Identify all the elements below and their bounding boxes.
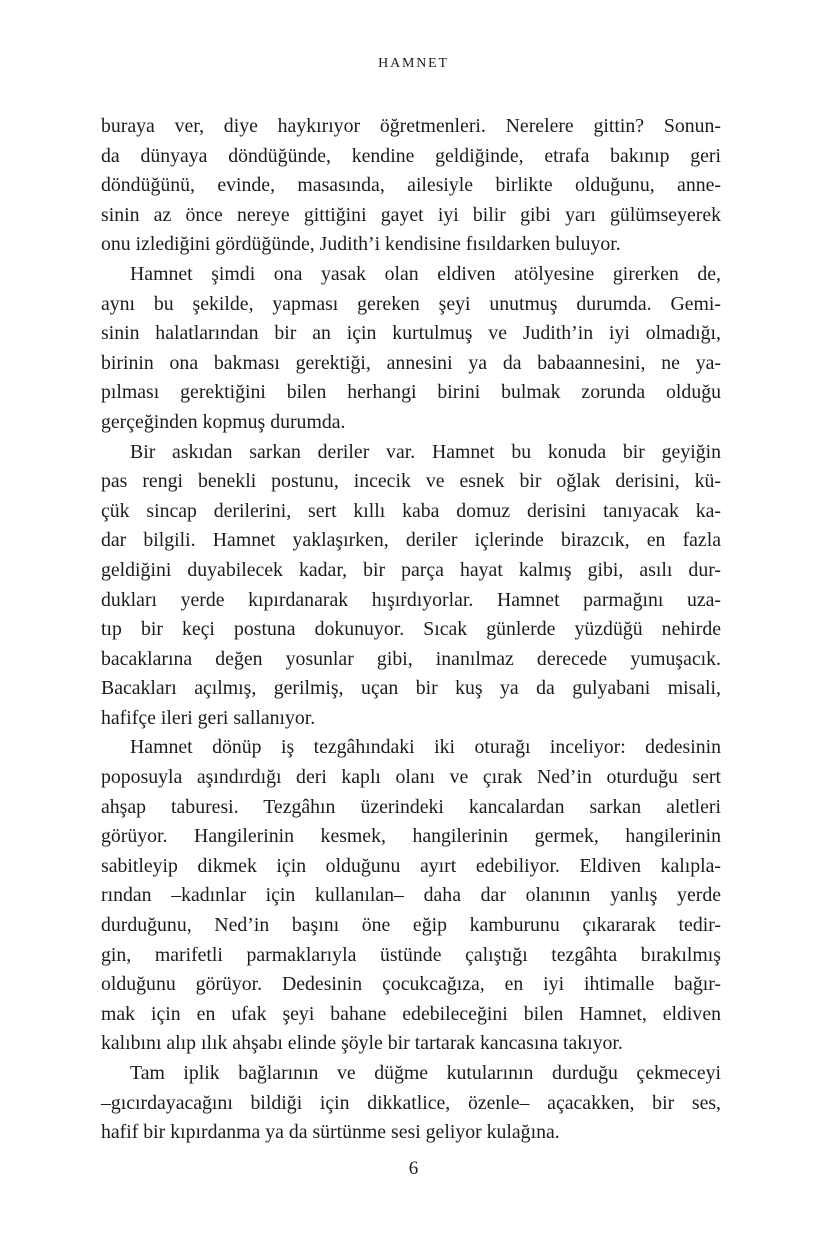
text-line: –gıcırdayacağını bildiği için dikkatlice, özenle– açacakken, bir ses, — [101, 1091, 721, 1114]
text-line: onu izlediğini gördüğünde, Judith’i kendisine fısıldarken buluyor. — [101, 233, 621, 256]
text-line: Tam iplik bağlarının ve düğme kutularının durduğu çekmeceyi — [130, 1062, 721, 1084]
paragraph — [101, 733, 721, 1059]
text-line: Bir askıdan sarkan deriler var. Hamnet bu konuda bir geyiğin — [130, 440, 721, 463]
text-line: geldiğini duyabilecek kadar, bir parça hayat kalmış gibi, asılı dur- — [101, 558, 721, 581]
text-line: dar bilgili. Hamnet yaklaşırken, deriler içlerinde birazcık, en fazla — [101, 529, 721, 552]
page-number: 6 — [408, 1158, 419, 1179]
text-line: hafifçe ileri geri sallanıyor. — [101, 706, 316, 729]
text-line: gerçeğinden kopmuş durumda. — [101, 410, 346, 433]
paragraph — [101, 438, 721, 734]
text-line: aynı bu şekilde, yapması gereken şeyi unutmuş durumda. Gemi- — [101, 292, 721, 315]
text-line: rından –kadınlar için kullanılan– daha dar olanının yanlış yerde — [101, 884, 721, 907]
paragraph — [101, 1059, 721, 1148]
text-line: sabitleyip dikmek için olduğunu ayırt edebiliyor. Eldiven kalıpla- — [101, 854, 721, 877]
text-line: birinin ona bakması gerektiği, annesini ya da babaannesini, ne ya- — [101, 351, 721, 374]
text-line: gin, marifetli parmaklarıyla üstünde çalıştığı tezgâhta bırakılmış — [101, 943, 721, 966]
body-text — [101, 112, 721, 1148]
text-line: olduğunu görüyor. Dedesinin çocukcağıza, en iyi ihtimalle bağır- — [101, 973, 721, 996]
text-line: ahşap taburesi. Tezgâhın üzerindeki kancalardan sarkan aletleri — [101, 795, 721, 818]
text-line: bacaklarına değen yosunlar gibi, inanılmaz derecede yumuşacık. — [101, 647, 721, 670]
text-line: dukları yerde kıpırdanarak hışırdıyorlar. Hamnet parmağını uza- — [101, 588, 721, 611]
text-line: durduğunu, Ned’in başını öne eğip kamburunu çıkararak tedir- — [101, 914, 721, 937]
text-line: poposuyla aşındırdığı deri kaplı olanı ve çırak Ned’in oturduğu sert — [101, 766, 721, 789]
text-line: pas rengi benekli postunu, incecik ve esnek bir oğlak derisini, kü- — [101, 470, 721, 493]
running-head: HAMNET — [378, 56, 449, 71]
text-line: Hamnet şimdi ona yasak olan eldiven atölyesine girerken de, — [130, 262, 721, 285]
text-line: da dünyaya döndüğünde, kendine geldiğinde, etrafa bakınıp geri — [101, 144, 721, 167]
text-line: tıp bir keçi postuna dokunuyor. Sıcak günlerde yüzdüğü nehirde — [101, 618, 721, 641]
paragraph — [101, 112, 721, 260]
text-line: döndüğünü, evinde, masasında, ailesiyle birlikte olduğunu, anne- — [101, 174, 721, 197]
text-line: hafif bir kıpırdanma ya da sürtünme sesi geliyor kulağına. — [101, 1121, 560, 1144]
text-line: sinin halatlarından bir an için kurtulmuş ve Judith’in iyi olmadığı, — [101, 322, 721, 345]
text-line: görüyor. Hangilerinin kesmek, hangilerinin germek, hangilerinin — [101, 825, 721, 848]
paragraph — [101, 260, 721, 438]
text-line: Bacakları açılmış, gerilmiş, uçan bir kuş ya da gulyabani misali, — [101, 677, 721, 700]
text-line: mak için en ufak şeyi bahane edebileceğini bilen Hamnet, eldiven — [101, 1002, 721, 1025]
text-line: kalıbını alıp ılık ahşabı elinde şöyle bir tartarak kancasına takıyor. — [101, 1032, 623, 1055]
text-line: Hamnet dönüp iş tezgâhındaki iki oturağı inceliyor: dedesinin — [130, 736, 721, 759]
text-line: pılması gerektiğini bilen herhangi birini bulmak zorunda olduğu — [101, 381, 721, 404]
text-line: buraya ver, diye haykırıyor öğretmenleri. Nerelere gittin? Sonun- — [101, 115, 721, 137]
text-line: çük sincap derilerini, sert kıllı kaba domuz derisini tanıyacak ka- — [101, 499, 721, 522]
text-line: sinin az önce nereye gittiğini gayet iyi bilir gibi yarı gülümseyerek — [101, 203, 721, 226]
